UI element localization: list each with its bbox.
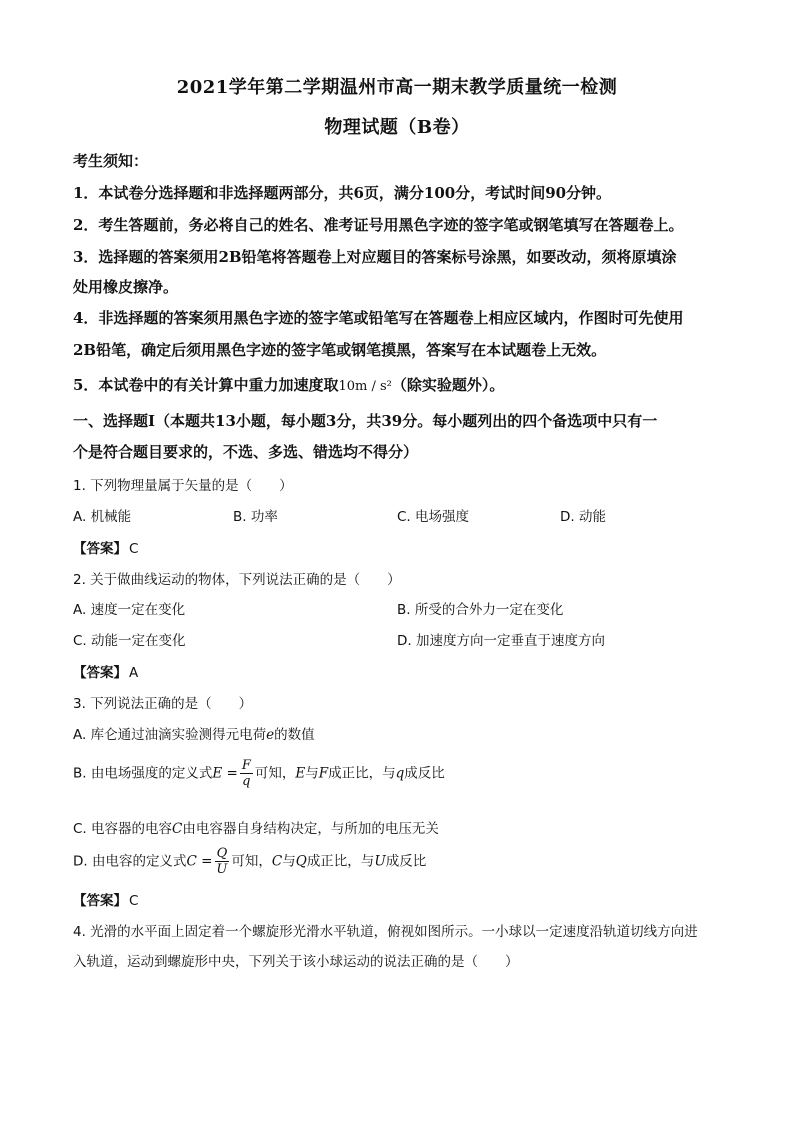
- notice-item-3-line1: 3．选择题的答案须用2B铅笔将答题卷上对应题目的答案标号涂黑，如要改动，须将原填涂: [73, 248, 677, 266]
- q3-d-var1: C: [271, 853, 283, 870]
- q3-d-mid2: 与: [282, 853, 296, 870]
- notice-item-2: 2．考生答题前，务必将自己的姓名、准考证号用黑色字迹的签字笔或钢笔填写在答题卷上。: [73, 216, 684, 234]
- answer-label: 【答案】: [73, 541, 127, 557]
- q1-option-d: D. 动能: [560, 509, 606, 525]
- q3-b-var3: q: [395, 765, 405, 782]
- q3-d-mid1: 可知，: [231, 853, 272, 870]
- q3-c-text: C. 电容器的电容: [73, 821, 173, 837]
- q3-d-text-end: 成反比: [385, 853, 427, 870]
- notice-item-4-line2: 2B铅笔，确定后须用黑色字迹的签字笔或钢笔摸黑，答案写在本试题卷上无效。: [73, 341, 607, 359]
- q1-option-c: C. 电场强度: [397, 509, 470, 525]
- q2-answer: [73, 661, 138, 681]
- q3-b-numerator: F: [241, 758, 251, 773]
- notice-item-1: 1．本试卷分选择题和非选择题两部分，共6页，满分100分，考试时间90分钟。: [73, 184, 612, 202]
- notice-item-5-suffix: （除实验题外）。: [391, 376, 505, 394]
- exam-title: 2021学年第二学期温州市高一期末教学质量统一检测: [176, 77, 618, 98]
- exam-subtitle: 物理试题（B卷）: [324, 117, 470, 138]
- q3-d-var2: Q: [295, 853, 307, 870]
- q3-b-denominator: q: [242, 774, 251, 789]
- notice-item-3-line2: 处用橡皮擦净。: [73, 278, 179, 296]
- q4-stem-line2: 入轨道，运动到螺旋形中央，下列关于该小球运动的说法正确的是（ ）: [73, 954, 519, 970]
- notice-item-5-prefix: 5．本试卷中的有关计算中重力加速度取: [73, 376, 339, 394]
- q3-a-var: e: [266, 727, 275, 743]
- q1-answer-value: C: [129, 541, 139, 557]
- q3-d-lhs: C =: [186, 853, 213, 870]
- q1-answer: [73, 537, 138, 557]
- q3-answer-value: C: [129, 893, 139, 909]
- q2-stem: 2. 关于做曲线运动的物体，下列说法正确的是（ ）: [73, 572, 401, 588]
- q3-option-b: [73, 758, 445, 789]
- q4-stem-line1: 4. 光滑的水平面上固定着一个螺旋形光滑水平轨道，俯视如图所示。一小球以一定速度沿轨道切线方向进: [73, 924, 698, 940]
- q3-d-fraction: [214, 846, 229, 877]
- q3-b-mid1: 可知，: [254, 765, 296, 782]
- q2-option-c: C. 动能一定在变化: [73, 633, 186, 649]
- q3-a-text: A. 库仑通过油滴实验测得元电荷: [73, 727, 267, 743]
- q2-answer-value: A: [129, 665, 139, 681]
- section1-heading-line1: 一、选择题Ⅰ（本题共13小题，每小题3分，共39分。每小题列出的四个备选项中只有一: [73, 412, 658, 430]
- q3-option-a: [73, 723, 315, 743]
- q3-b-var1: E: [295, 765, 306, 782]
- q3-option-c: [73, 817, 439, 837]
- q1-stem: 1. 下列物理量属于矢量的是（ ）: [73, 478, 293, 494]
- q3-c-text-end: 由电容器自身结构决定，与所加的电压无关: [182, 821, 439, 837]
- q2-option-a: A. 速度一定在变化: [73, 602, 186, 618]
- q3-stem: 3. 下列说法正确的是（ ）: [73, 696, 253, 712]
- q3-d-denominator: U: [216, 862, 228, 877]
- gravity-value: 10m / s²: [338, 379, 392, 394]
- q3-b-var2: F: [318, 765, 329, 782]
- q1-option-b: B. 功率: [233, 509, 278, 525]
- q3-b-fraction: [240, 758, 253, 789]
- q3-d-var3: U: [374, 853, 386, 870]
- q3-c-var: C: [172, 821, 183, 837]
- q3-b-text-end: 成反比: [404, 765, 445, 782]
- q1-option-a: A. 机械能: [73, 509, 132, 525]
- q3-d-text: D. 由电容的定义式: [73, 853, 187, 870]
- q3-option-d: [73, 846, 426, 877]
- q2-option-b: B. 所受的合外力一定在变化: [397, 602, 564, 618]
- section1-heading-line2: 个是符合题目要求的，不选、多选、错选均不得分）: [73, 443, 419, 461]
- q2-option-d: D. 加速度方向一定垂直于速度方向: [397, 633, 605, 649]
- q3-a-text-end: 的数值: [274, 727, 315, 743]
- q3-b-text: B. 由电场强度的定义式: [73, 765, 213, 782]
- q3-b-lhs: E =: [212, 765, 238, 782]
- q3-b-mid2: 与: [305, 765, 319, 782]
- q3-d-numerator: Q: [216, 846, 228, 861]
- answer-label: 【答案】: [73, 893, 127, 909]
- notice-item-5: [73, 374, 504, 395]
- answer-label: 【答案】: [73, 665, 127, 681]
- q3-answer: [73, 889, 138, 909]
- notice-item-4-line1: 4．非选择题的答案须用黑色字迹的签字笔或铅笔写在答题卷上相应区域内，作图时可先使用: [73, 309, 684, 327]
- q3-b-mid3: 成正比，与: [328, 765, 396, 782]
- notice-heading: 考生须知：: [73, 152, 149, 170]
- q3-d-mid3: 成正比，与: [306, 853, 375, 870]
